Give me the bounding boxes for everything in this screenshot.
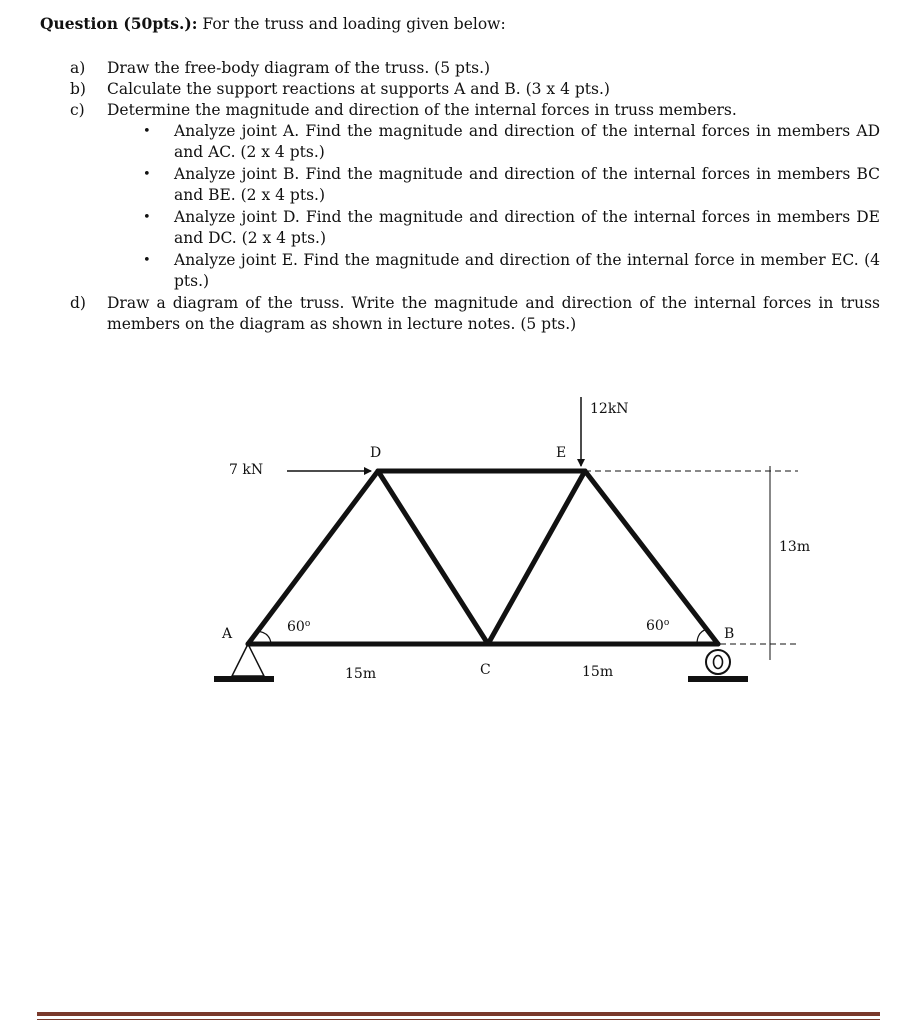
footer-rule <box>37 1012 880 1016</box>
bullet-text: Analyze joint A. Find the magnitude and direction of the internal forces in members AD and AC. (2 x 4 pts.) <box>174 122 880 161</box>
span-left-label: 15m <box>345 666 377 682</box>
part-text: Draw a diagram of the truss. Write the magnitude and direction of the internal forces in truss members on the diagram as shown in lecture notes. (5 pts.) <box>107 294 880 333</box>
part-text: Draw the free-body diagram of the truss. (5 pts.) <box>107 59 491 77</box>
angle-label-a <box>287 619 310 635</box>
pin-support-icon <box>214 644 274 682</box>
joint-label-c: C <box>480 662 491 678</box>
degree-mark-a: o <box>304 619 311 629</box>
part-text: Determine the magnitude and direction of the internal forces in truss members. <box>107 101 737 119</box>
angle-label-b <box>646 618 669 634</box>
bullet-icon: • <box>143 210 151 225</box>
part-letter: a) <box>70 59 86 77</box>
part-letter: d) <box>70 294 86 312</box>
height-label: 13m <box>779 539 811 555</box>
bullet-text: Analyze joint B. Find the magnitude and direction of the internal forces in members BC and BE. (2 x 4 pts.) <box>174 165 880 204</box>
angle-value-b: 60 <box>646 618 664 634</box>
part-letter: b) <box>70 80 86 98</box>
part-letter: c) <box>70 101 85 119</box>
joint-label-e: E <box>556 445 567 461</box>
angle-value-a: 60 <box>287 619 305 635</box>
bullet-icon: • <box>143 124 151 139</box>
roller-support-icon <box>688 650 748 682</box>
question-intro: For the truss and loading given below: <box>197 15 506 33</box>
load-vertical-label: 12kN <box>590 401 629 417</box>
bullet-text: Analyze joint E. Find the magnitude and direction of the internal force in member EC. (4 pts.) <box>174 251 880 290</box>
part-text: Calculate the support reactions at supports A and B. (3 x 4 pts.) <box>107 80 610 98</box>
question-label: Question (50pts.): <box>40 14 198 33</box>
load-horizontal-label: 7 kN <box>229 462 264 478</box>
member-ec <box>488 471 585 644</box>
bullet-icon: • <box>143 167 151 182</box>
joint-label-b: B <box>724 626 735 642</box>
footer-rule-thin <box>37 1019 880 1020</box>
member-ad <box>248 471 378 644</box>
member-dc <box>378 471 488 644</box>
joint-label-a: A <box>222 626 233 642</box>
bullet-icon: • <box>143 253 151 268</box>
bullet-text: Analyze joint D. Find the magnitude and direction of the internal forces in members DE and DC. (2 x 4 pts.) <box>174 208 880 247</box>
joint-label-d: D <box>370 445 382 461</box>
span-right-label: 15m <box>582 664 614 680</box>
degree-mark-b: o <box>663 618 670 628</box>
